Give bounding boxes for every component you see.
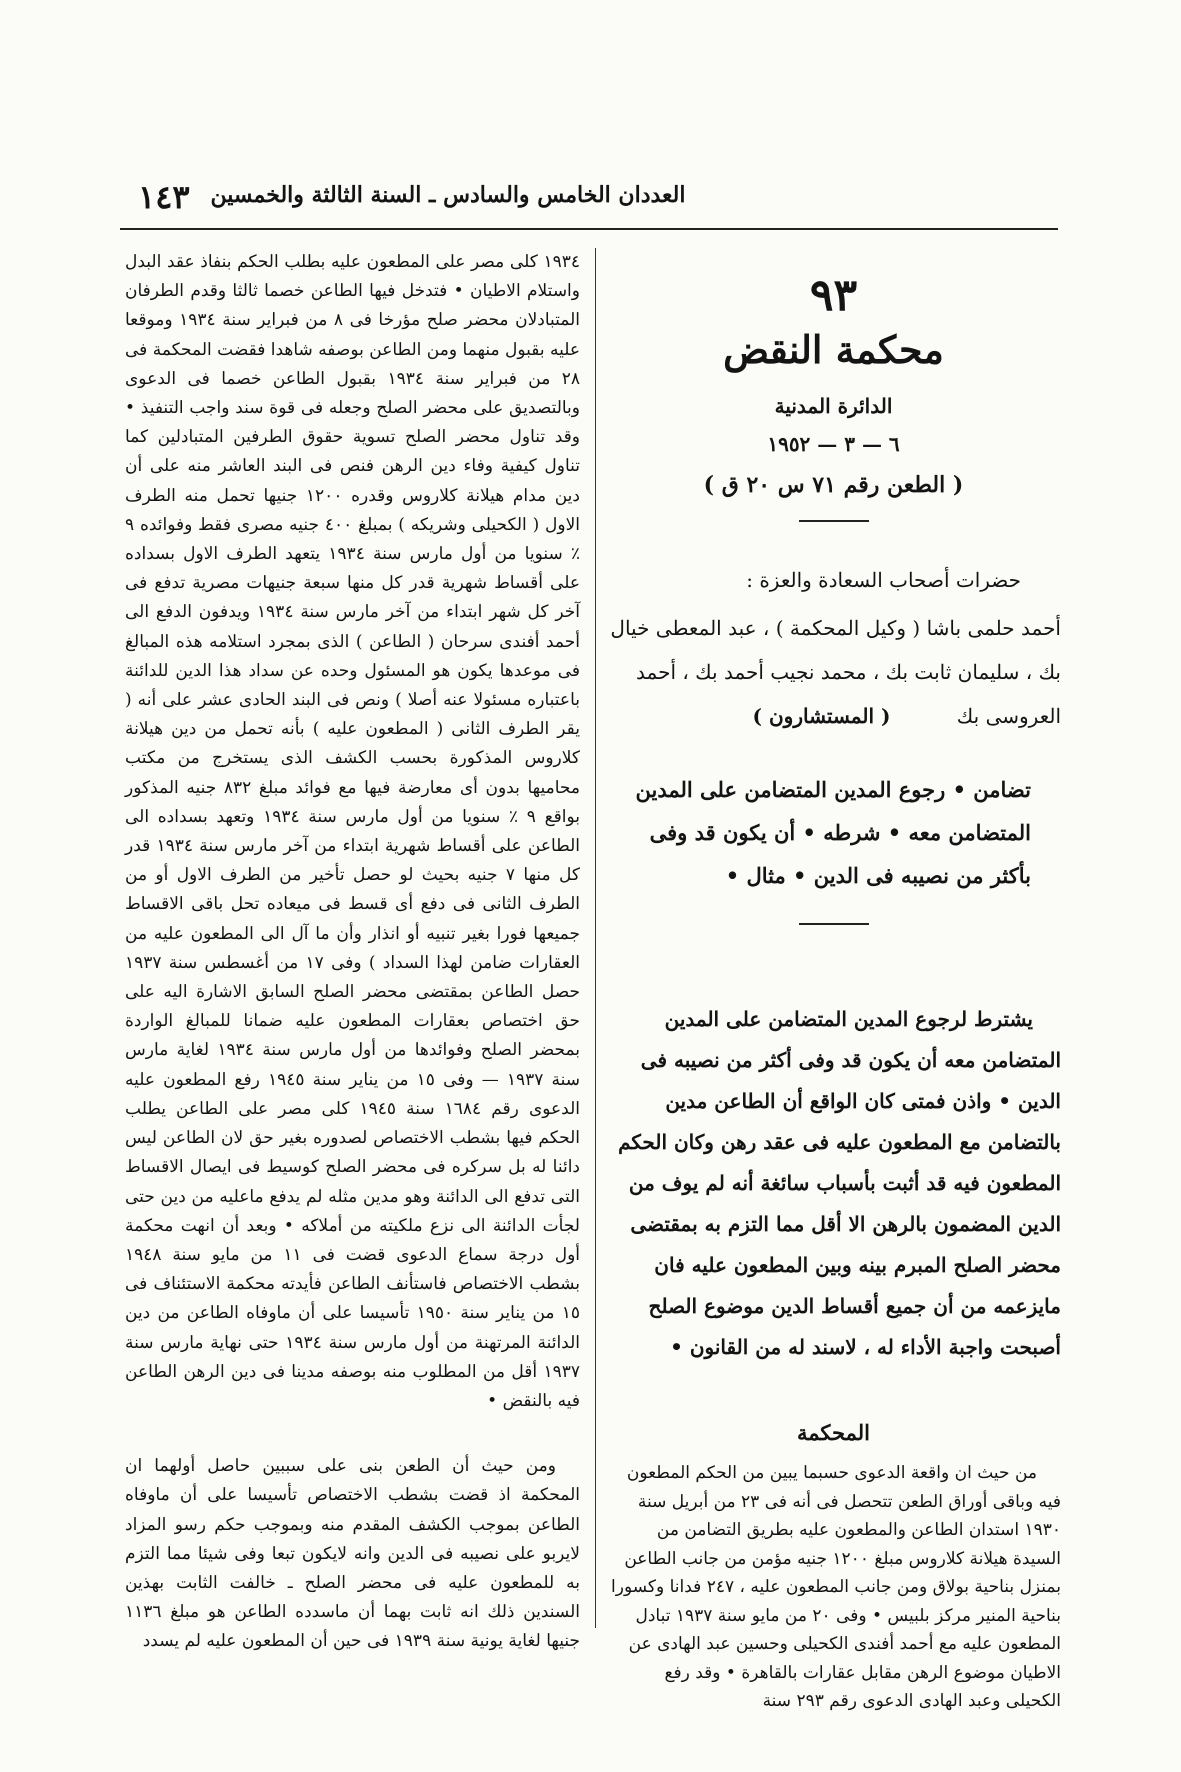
presence-intro: حضرات أصحاب السعادة والعزة : (746, 568, 1021, 592)
headnote-summary: تضامن • رجوع المدين المتضامن على المدين المتضامن معه • شرطه • أن يكون قد وفى بأكثر من نصيبه فى الدين • مثال • (635, 777, 1031, 888)
right-column (606, 248, 1061, 1716)
chamber-name: الدائرة المدنية (774, 394, 893, 418)
running-header (120, 178, 1058, 230)
grounds-paragraph: ومن حيث أن الطعن بنى على سببين حاصل أولهما ان المحكمة اذ قضت بشطب الاختصاص تأسيسا على أن ماوفاه الطاعن بموجب الكشف المقدم منه وبموجب حكم رسو المزاد لايربو على نصيبه فى الدين وانه لايكون تبعا وفى شيئا مما التزم به للمطعون عليه فى محضر الصلح ـ خالفت الثابت بهذين السندين ذلك انه ثابت بهما أن ماسدده الطاعن هو مبلغ ١١٣٦ جنيها لغاية يونية سنة ١٩٣٩ فى حين أن المطعون عليه لم يسدد (125, 1456, 580, 1652)
court-name: محكمة النقض (723, 327, 944, 372)
left-column (125, 248, 580, 1657)
page-number: ١٤٣ (138, 178, 190, 216)
appeal-number: ( الطعن رقم ٧١ س ٢٠ ق ) (703, 472, 964, 498)
separator-rule (799, 520, 869, 522)
facts-paragraph: ١٩٣٤ كلى مصر على المطعون عليه بطلب الحكم بنفاذ عقد البدل واستلام الاطيان • فتدخل فيها الطاعن خصما ثالثا وقدم الطرفان المتبادلان محضر صلح مؤرخا فى ٨ من فبراير سنة ١٩٣٤ وموقعا عليه بقبول منهما ومن الطاعن بوصفه شاهدا فقضت المحكمة فى ٢٨ من فبراير سنة ١٩٣٤ بقبول الطاعن خصما فى الدعوى وبالتصديق على محضر الصلح وجعله فى قوة سند واجب التنفيذ • وقد تناول محضر الصلح تسوية حقوق الطرفين المتبادلين كما تناول كيفية وفاء دين الرهن فنص فى البند العاشر منه على أن دين مدام هيلانة كلاروس وقدره ١٢٠٠ جنيها تحمل منه الطرف الاول ( الكحيلى وشريكه ) بمبلغ ٤٠٠ جنيه مصرى فقط وفوائده ٩ ٪ سنويا من أول مارس سنة ١٩٣٤ يتعهد الطرف الاول بسداده على أقساط شهرية قدر كل منها سبعة جنيهات مصرية تدفع فى آخر كل شهر ابتداء من آخر مارس سنة ١٩٣٤ ويدفون الدفع الى أحمد أفندى سرحان ( الطاعن ) الذى بمجرد استلامه هذه المبالغ فى موعدها يكون هو المسئول وحده عن سداد هذا الدين للدائنة باعتباره مسئولا عنه أصلا ) ونص فى البند الحادى عشر على أنه ( يقر الطرف الثانى ( المطعون عليه ) بأنه تحمل من دين هيلانة كلاروس المذكورة بحسب الكشف الذى يستخرج من مكتب محاميها بدون أى معارضة فيها مع فوائد مبلغ ٨٣٢ جنيه المذكور بواقع ٩ ٪ سنويا من أول مارس سنة ١٩٣٤ وتعهد بسداده الى الطاعن على أقساط شهرية ابتداء من آخر مارس سنة ١٩٣٤ قدر كل منها ٧ جنيه بحيث لو حصل تأخير من الطرف الاول أو من الطرف الثانى فى دفع أى قسط فى ميعاده تحل باقى الاقساط جميعها فورا بغير تنبيه أو انذار وأن ما آل الى المطعون عليه من العقارات ضامن لهذا السداد ) وفى ١٧ من أغسطس سنة ١٩٣٧ حصل الطاعن بمقتضى محضر الصلح السابق الاشارة اليه على حق اختصاص بعقارات المطعون عليه ضمانا للمبالغ الواردة بمحضر الصلح وفوائدها من أول مارس سنة ١٩٣٤ لغاية مارس سنة ١٩٣٧ — وفى ١٥ من يناير سنة ١٩٤٥ رفع المطعون عليه الدعوى رقم ١٦٨٤ سنة ١٩٤٥ كلى مصر على الطاعن يطلب الحكم فيها بشطب الاختصاص لصدوره بغير حق لان الطاعن ليس دائنا له بل سركره فى محضر الصلح كوسيط فى ايصال الاقساط التى تدفع الى الدائنة وهو مدين مثله لم يدفع ماعليه من دين حتى لجأت الدائنة الى نزع ملكيته من أملاكه • وبعد أن انهت محكمة أول درجة سماع الدعوى قضت فى ١١ من مايو سنة ١٩٤٨ بشطب الاختصاص فاستأنف الطاعن فأيدته محكمة الاستئناف فى ١٥ من يناير سنة ١٩٥٠ تأسيسا على أن ماوفاه الطاعن من دين الدائنة المرتهنة من أول مارس سنة ١٩٣٤ حتى نهاية مارس سنة ١٩٣٧ أقل من المطلوب منه بوصفه مدينا فى دين الرهن الطاعن فيه بالنقض • (125, 252, 581, 1411)
judges-role: ( المستشارون ) (752, 704, 891, 728)
header-title: العددان الخامس والسادس ـ السنة الثالثة والخمسين (210, 182, 686, 208)
court-reasoning-text: من حيث ان واقعة الدعوى حسبما يبين من الحكم المطعون فيه وباقى أوراق الطعن تتحصل فى أنه فى ٢٣ من أبريل سنة ١٩٣٠ استدان الطاعن والمطعون عليه بطريق التضامن من السيدة هيلانة كلاروس مبلغ ١٢٠٠ جنيه مؤمن من جانب الطاعن بمنزل بناحية بولاق ومن جانب المطعون عليه ، ٢٤٧ فدانا وكسورا بناحية المنير مركز بلبيس • وفى ٢٠ من مايو سنة ١٩٣٧ تبادل المطعون عليه مع أحمد أفندى الكحيلى وحسين عبد الهادى عن الاطيان موضوع الرهن مقابل عقارات بالقاهرة • وقد رفع الكحيلى وعبد الهادى الدعوى رقم ٢٩٣ سنة (611, 1463, 1061, 1711)
ruling-date: ٦ — ٣ — ١٩٥٢ (767, 432, 900, 456)
court-section-title: المحكمة (797, 1420, 870, 1445)
judges-names: أحمد حلمى باشا ( وكيل المحكمة ) ، عبد المعطى خيال بك ، سليمان ثابت بك ، محمد نجيب أحمد بك ، أحمد العروسى بك (610, 616, 1061, 728)
legal-principle: يشترط لرجوع المدين المتضامن على المدين المتضامن معه أن يكون قد وفى أكثر من نصيبه فى الدين • واذن فمتى كان الواقع أن الطاعن مدين بالتضامن مع المطعون عليه فى عقد رهن وكان الحكم المطعون فيه قد أثبت بأسباب سائغة أنه لم يوف من الدين المضمون بالرهن الا أقل مما التزم به بمقتضى محضر الصلح المبرم بينه وبين المطعون عليه فان مايزعمه من أن جميع أقساط الدين موضوع الصلح أصبحت واجبة الأداء له ، لاسند له من القانون • (618, 1007, 1061, 1359)
case-number: ٩٣ (809, 270, 858, 321)
judges-list (606, 606, 1061, 738)
separator-rule (799, 923, 869, 925)
column-divider (595, 248, 596, 1628)
